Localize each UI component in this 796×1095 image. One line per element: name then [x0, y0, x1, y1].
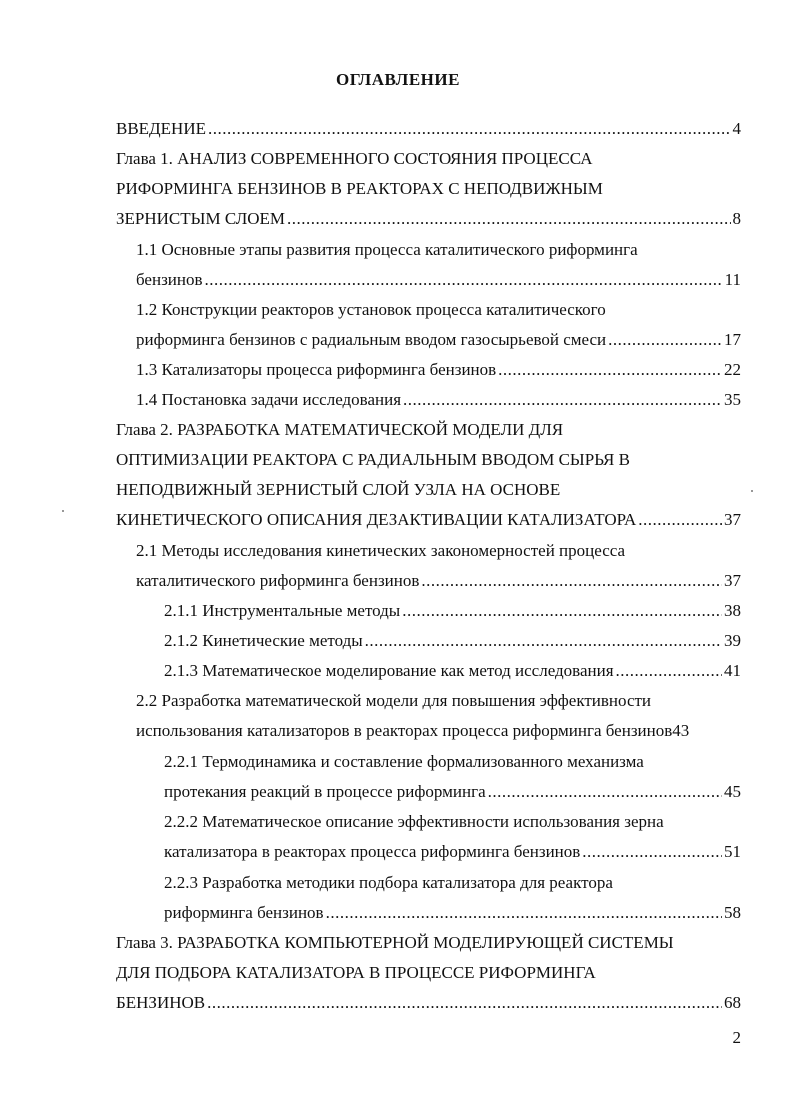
toc-page-number: 39 — [724, 631, 741, 650]
toc-entry-text: каталитического риформинга бензинов — [136, 571, 420, 590]
scan-speck — [62, 510, 64, 512]
toc-page-number: 68 — [724, 993, 741, 1012]
toc-page-number: 41 — [724, 661, 741, 680]
toc-entry-text: КИНЕТИЧЕСКОГО ОПИСАНИЯ ДЕЗАКТИВАЦИИ КАТАЛИЗАТОРА — [116, 510, 637, 529]
scan-speck — [751, 490, 753, 492]
toc-section-2-2-3-line1[interactable]: 2.2.3 Разработка методики подбора катализатора для реактора — [164, 873, 613, 892]
toc-entry-text: 1.4 Постановка задачи исследования — [136, 390, 402, 409]
dot-leader — [616, 659, 722, 683]
page-title: ОГЛАВЛЕНИЕ — [336, 70, 460, 89]
dot-leader — [421, 569, 722, 593]
toc-section-2-1-line1[interactable]: 2.1 Методы исследования кинетических закономерностей процесса — [136, 541, 626, 560]
toc-chapter3-line2[interactable]: ДЛЯ ПОДБОРА КАТАЛИЗАТОРА В ПРОЦЕССЕ РИФОРМИНГА — [116, 963, 596, 982]
toc-entry-section-2-1[interactable] — [136, 569, 741, 593]
toc-entry-text: 1.3 Катализаторы процесса риформинга бензинов — [136, 360, 497, 379]
toc-chapter1-line2[interactable]: РИФОРМИНГА БЕНЗИНОВ В РЕАКТОРАХ С НЕПОДВИЖНЫМ — [116, 179, 603, 198]
toc-entry-section-2-1-3[interactable] — [164, 659, 741, 683]
toc-entry-text: бензинов — [136, 270, 203, 289]
toc-page-number: 8 — [732, 209, 741, 228]
dot-leader — [488, 780, 722, 804]
toc-entry-text: ЗЕРНИСТЫМ СЛОЕМ — [116, 209, 286, 228]
toc-entry-chapter3[interactable] — [116, 991, 741, 1015]
toc-entry-section-1-2[interactable] — [136, 328, 741, 352]
toc-page-number: 43 — [672, 721, 690, 740]
toc-chapter2-line2[interactable]: ОПТИМИЗАЦИИ РЕАКТОРА С РАДИАЛЬНЫМ ВВОДОМ СЫРЬЯ В — [116, 450, 630, 469]
toc-entry-text: катализатора в реакторах процесса риформинга бензинов — [164, 842, 581, 861]
dot-leader — [205, 268, 723, 292]
dot-leader — [403, 388, 722, 412]
toc-entry-section-2-2[interactable] — [136, 719, 744, 743]
toc-entry-section-1-3[interactable] — [136, 358, 741, 382]
toc-page-number: 38 — [724, 601, 741, 620]
toc-section-2-2-1-line1[interactable]: 2.2.1 Термодинамика и составление формализованного механизма — [164, 752, 644, 771]
toc-chapter2-line1[interactable]: Глава 2. РАЗРАБОТКА МАТЕМАТИЧЕСКОЙ МОДЕЛИ ДЛЯ — [116, 420, 564, 439]
dot-leader — [582, 840, 722, 864]
toc-entry-text: 2.1.3 Математическое моделирование как метод исследования — [164, 661, 614, 680]
toc-entry-chapter2[interactable] — [116, 508, 741, 532]
toc-chapter1-line1[interactable]: Глава 1. АНАЛИЗ СОВРЕМЕННОГО СОСТОЯНИЯ ПРОЦЕССА — [116, 149, 593, 168]
toc-page-number: 37 — [724, 510, 741, 529]
toc-section-1-1-line1[interactable]: 1.1 Основные этапы развития процесса каталитического риформинга — [136, 240, 638, 259]
toc-entry-section-2-2-1[interactable] — [164, 780, 741, 804]
toc-entry-section-1-4[interactable] — [136, 388, 741, 412]
toc-entry-text: риформинга бензинов с радиальным вводом газосырьевой смеси — [136, 330, 607, 349]
toc-page-number: 58 — [724, 903, 741, 922]
dot-leader — [638, 508, 722, 532]
toc-entry-section-2-2-2[interactable] — [164, 840, 741, 864]
dot-leader — [402, 599, 722, 623]
toc-entry-text: 2.1.1 Инструментальные методы — [164, 601, 401, 620]
toc-chapter2-line3[interactable]: НЕПОДВИЖНЫЙ ЗЕРНИСТЫЙ СЛОЙ УЗЛА НА ОСНОВЕ — [116, 480, 561, 499]
toc-entry-section-1-1[interactable] — [136, 268, 741, 292]
toc-page-number: 11 — [724, 270, 741, 289]
dot-leader — [326, 901, 722, 925]
dot-leader — [608, 328, 722, 352]
dot-leader — [207, 991, 722, 1015]
toc-entry-text: ВВЕДЕНИЕ — [116, 119, 206, 138]
toc-entry-text: использования катализаторов в реакторах процесса риформинга бензинов — [136, 721, 673, 740]
toc-page-number: 35 — [724, 390, 741, 409]
toc-page-number: 51 — [724, 842, 741, 861]
dot-leader — [287, 207, 730, 231]
toc-page-number: 45 — [724, 782, 741, 801]
toc-section-2-2-2-line1[interactable]: 2.2.2 Математическое описание эффективности использования зерна — [164, 812, 664, 831]
toc-entry-section-2-1-1[interactable] — [164, 599, 741, 623]
toc-page-number: 4 — [732, 119, 741, 138]
dot-leader — [208, 117, 731, 141]
page-number: 2 — [732, 1028, 741, 1047]
toc-entry-intro[interactable] — [116, 117, 741, 141]
toc-entry-text: 2.1.2 Кинетические методы — [164, 631, 363, 650]
toc-entry-text: БЕНЗИНОВ — [116, 993, 206, 1012]
dot-leader — [365, 629, 722, 653]
toc-entry-text: протекания реакций в процессе риформинга — [164, 782, 486, 801]
toc-entry-section-2-1-2[interactable] — [164, 629, 741, 653]
toc-page-number: 17 — [724, 330, 741, 349]
toc-chapter3-line1[interactable]: Глава 3. РАЗРАБОТКА КОМПЬЮТЕРНОЙ МОДЕЛИРУЮЩЕЙ СИСТЕМЫ — [116, 933, 674, 952]
toc-entry-section-2-2-3[interactable] — [164, 901, 741, 925]
toc-page-number: 22 — [724, 360, 741, 379]
toc-section-2-2-line1[interactable]: 2.2 Разработка математической модели для повышения эффективности — [136, 691, 652, 710]
toc-page-number: 37 — [724, 571, 741, 590]
toc-entry-text: риформинга бензинов — [164, 903, 324, 922]
toc-entry-chapter1[interactable] — [116, 207, 741, 231]
dot-leader — [498, 358, 722, 382]
toc-section-1-2-line1[interactable]: 1.2 Конструкции реакторов установок процесса каталитического — [136, 300, 606, 319]
